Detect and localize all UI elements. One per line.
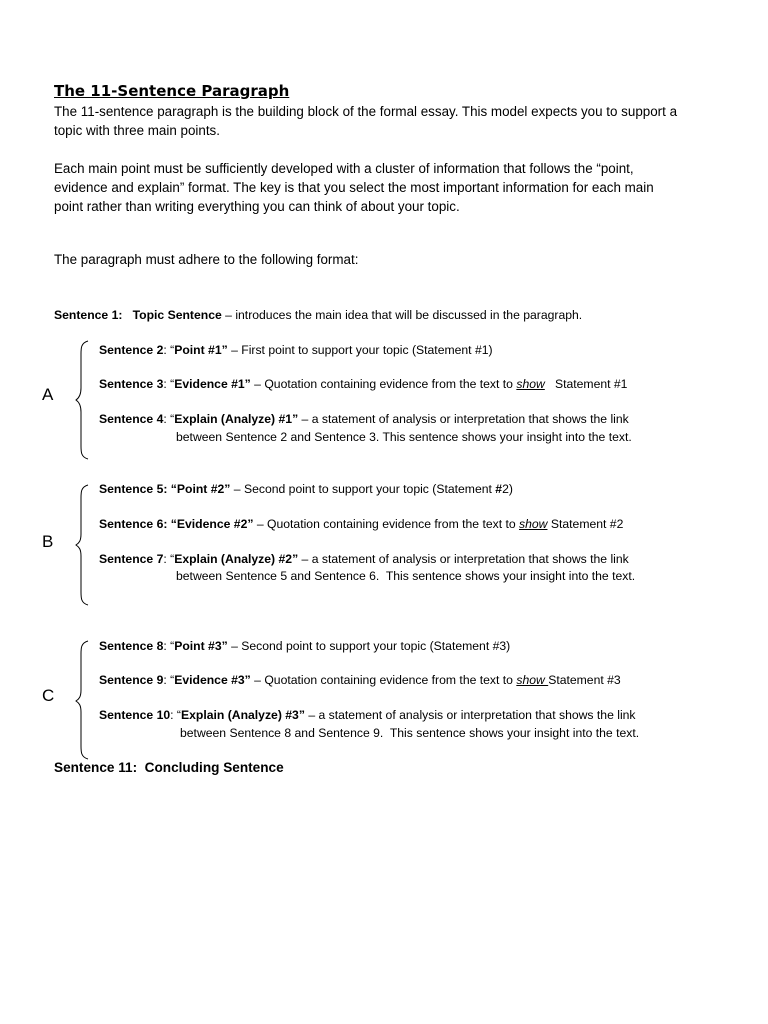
sentence-7-name: Explain (Analyze) #2 (174, 552, 293, 566)
sentence-10-continued: between Sentence 8 and Sentence 9. This sentence shows your insight into the text. (180, 726, 640, 740)
sentence-7 (99, 551, 629, 568)
sentence-5-desc-end: 2) (502, 482, 513, 496)
sentence-1 (54, 307, 582, 324)
intro-line-1: The 11-sentence paragraph is the building block of the formal essay. This model expects you to support a (54, 104, 678, 119)
sentence-5-desc: – Second point to support your topic (Statement (230, 482, 496, 496)
sentence-5 (99, 481, 513, 498)
sentence-2 (99, 342, 493, 359)
sentence-2-label: Sentence 2 (99, 343, 164, 357)
sentence-9-show: show (516, 673, 549, 687)
sentence-8-close: ” (221, 639, 228, 653)
sentence-9 (99, 672, 621, 689)
sentence-8-label: Sentence 8 (99, 639, 164, 653)
group-letter-b: B (42, 532, 54, 551)
sentence-10 (99, 707, 636, 724)
sentence-3-show: show (516, 377, 545, 391)
sentence-10-sep: : “ (170, 708, 181, 722)
sentence-6-statement: Statement #2 (547, 517, 624, 531)
sentence-2-name: Point #1 (174, 343, 222, 357)
sentence-10-label: Sentence 10 (99, 708, 171, 722)
sentence-4-sep: : “ (163, 412, 175, 426)
sentence-6-label: Sentence 6: “Evidence #2” (99, 517, 254, 531)
sentence-3-name: Evidence #1 (174, 377, 245, 391)
format-instruction: The paragraph must adhere to the following format: (54, 252, 359, 267)
sentence-8 (99, 638, 510, 655)
sentence-3-statement: Statement #1 (544, 377, 628, 391)
sentence-8-desc: – Second point to support your topic (Statement #3) (227, 639, 511, 653)
sentence-4-close: ” (292, 412, 299, 426)
sentence-7-continued: between Sentence 5 and Sentence 6. This sentence shows your insight into the text. (176, 569, 636, 583)
intro-line-2: topic with three main points. (54, 123, 220, 138)
sentence-4-continued: between Sentence 2 and Sentence 3. This sentence shows your insight into the text. (176, 430, 632, 444)
brace-icon (74, 640, 94, 760)
brace-icon (74, 484, 94, 606)
sentence-3 (99, 376, 627, 393)
sentence-6-show: show (519, 517, 548, 531)
sentence-7-sep: : “ (163, 552, 175, 566)
sentence-9-desc: – Quotation containing evidence from the text to (250, 673, 517, 687)
sentence-4-name: Explain (Analyze) #1 (174, 412, 293, 426)
sentence-7-desc: – a statement of analysis or interpretation that shows the link (298, 552, 629, 566)
sentence-3-sep: : “ (163, 377, 175, 391)
sentence-4-desc: – a statement of analysis or interpretation that shows the link (298, 412, 629, 426)
document-title: The 11-Sentence Paragraph (54, 82, 290, 100)
intro-line-3: Each main point must be sufficiently developed with a cluster of information that follows the “point, (54, 161, 634, 176)
sentence-3-desc: – Quotation containing evidence from the text to (250, 377, 517, 391)
sentence-9-name: Evidence #3 (174, 673, 245, 687)
sentence-9-close: ” (244, 673, 251, 687)
sentence-6-desc: – Quotation containing evidence from the text to (253, 517, 520, 531)
sentence-8-sep: : “ (163, 639, 175, 653)
sentence-10-name: Explain (Analyze) #3 (180, 708, 299, 722)
sentence-9-sep: : “ (163, 673, 175, 687)
intro-line-5: point rather than writing everything you can think of about your topic. (54, 199, 460, 214)
brace-icon (74, 340, 94, 460)
sentence-1-name: Topic Sentence (132, 308, 222, 322)
sentence-2-sep: : “ (163, 343, 175, 357)
sentence-9-statement: Statement #3 (548, 673, 621, 687)
sentence-5-hash: # (495, 482, 503, 496)
sentence-10-desc: – a statement of analysis or interpretation that shows the link (304, 708, 636, 722)
sentence-7-close: ” (292, 552, 299, 566)
intro-line-4: evidence and explain” format. The key is that you select the most important information for each main (54, 180, 654, 195)
sentence-8-name: Point #3 (174, 639, 222, 653)
sentence-3-label: Sentence 3 (99, 377, 164, 391)
sentence-1-desc: – introduces the main idea that will be discussed in the paragraph. (221, 308, 583, 322)
sentence-2-desc: – First point to support your topic (Statement #1) (227, 343, 493, 357)
sentence-2-close: ” (221, 343, 228, 357)
sentence-7-label: Sentence 7 (99, 552, 164, 566)
sentence-6 (99, 516, 623, 533)
sentence-1-label: Sentence 1: (54, 308, 123, 322)
sentence-3-close: ” (244, 377, 251, 391)
sentence-9-label: Sentence 9 (99, 673, 164, 687)
sentence-11-concluding: Sentence 11: Concluding Sentence (54, 760, 284, 775)
group-letter-a: A (42, 385, 54, 404)
sentence-5-label: Sentence 5: “Point #2” (99, 482, 231, 496)
sentence-10-close: ” (298, 708, 305, 722)
sentence-4 (99, 411, 629, 428)
group-letter-c: C (42, 686, 55, 705)
sentence-4-label: Sentence 4 (99, 412, 164, 426)
